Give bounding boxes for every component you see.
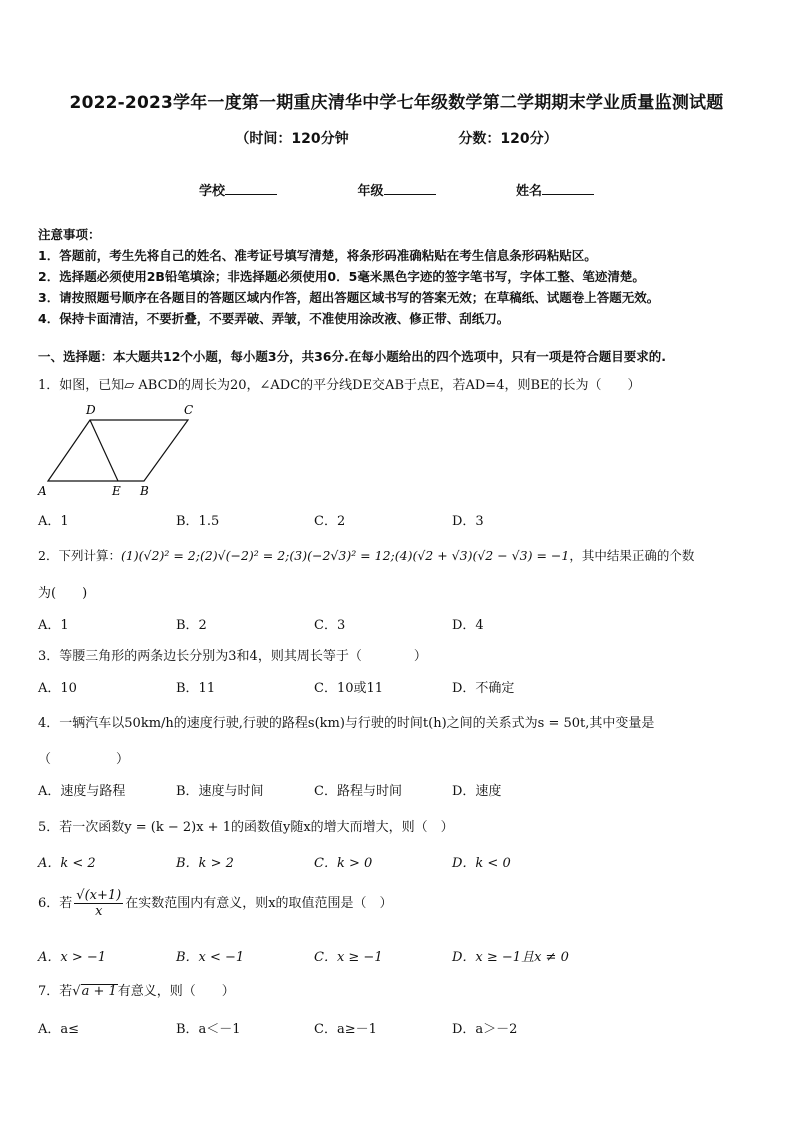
option-b[interactable]: B．a＜－1 — [176, 1022, 241, 1037]
option-a[interactable]: A．10 — [38, 681, 77, 696]
question-7-radical: a + 1 — [81, 984, 117, 999]
exam-title: 2022-2023学年一度第一期重庆清华中学七年级数学第二学期期末学业质量监测试题 — [69, 93, 724, 113]
option-b[interactable]: B．2 — [176, 618, 207, 633]
question-4-text-line2: （ ） — [38, 752, 130, 767]
notes-heading: 注意事项： — [38, 227, 101, 242]
question-7-text: 7．若√a + 1有意义，则（ ） — [38, 984, 235, 999]
option-b[interactable]: B．11 — [176, 681, 216, 696]
question-6-text: 6．若 $\frac{√(x+1)}{x}$ 在实数范围内有意义，则x的取值范围是（ ） — [38, 888, 393, 919]
option-d[interactable]: D．k < 0 — [452, 856, 511, 871]
option-a[interactable]: A．k < 2 — [38, 856, 96, 871]
option-d[interactable]: D．速度 — [452, 784, 502, 799]
label-d: D — [86, 403, 96, 417]
exam-notes — [38, 224, 758, 329]
grade-field: 年级 — [357, 180, 435, 199]
student-info-fields — [0, 180, 793, 199]
option-d[interactable]: D．4 — [452, 618, 484, 633]
option-b[interactable]: B．1.5 — [176, 514, 220, 529]
question-2-text-line2: 为( ) — [38, 586, 88, 601]
option-a[interactable]: A．速度与路程 — [38, 784, 126, 799]
option-c[interactable]: C．a≥－1 — [314, 1022, 377, 1037]
option-a[interactable]: A．a≤ — [38, 1022, 80, 1037]
option-a[interactable]: A．1 — [38, 514, 69, 529]
option-a[interactable]: A．x > −1 — [38, 950, 107, 965]
school-field: 学校 — [199, 180, 277, 199]
option-b[interactable]: B．k > 2 — [176, 856, 234, 871]
option-c[interactable]: C．3 — [314, 618, 346, 633]
question-1-text: 1．如图，已知▱ ABCD的周长为20，∠ADC的平分线DE交AB于点E，若AD=4，则BE的长为（ ） — [38, 378, 641, 393]
option-b[interactable]: B．x < −1 — [176, 950, 245, 965]
parallelogram-abcd — [48, 420, 188, 481]
option-a[interactable]: A．1 — [38, 618, 69, 633]
label-e: E — [112, 484, 121, 498]
grade-blank[interactable] — [384, 182, 436, 195]
label-b: B — [140, 484, 149, 498]
exam-meta — [0, 128, 793, 148]
note-item: 3．请按照题号顺序在各题目的答题区域内作答，超出答题区域书写的答案无效；在草稿纸、试题卷上答题无效。 — [38, 290, 660, 305]
question-5-text: 5．若一次函数y = (k − 2)x + 1的函数值y随x的增大而增大，则（ ） — [38, 820, 454, 835]
question-6-fraction: $\frac{√(x+1)}{x}$ — [76, 888, 122, 919]
question-4-text: 4．一辆汽车以50km/h的速度行驶,行驶的路程s(km)与行驶的时间t(h)之间的关系式为s = 50t,其中变量是 — [38, 716, 655, 731]
question-3-text: 3．等腰三角形的两条边长分别为3和4，则其周长等于（ ） — [38, 649, 427, 664]
note-item: 1．答题前，考生先将自己的姓名、准考证号填写清楚，将条形码准确粘贴在考生信息条形码粘贴区。 — [38, 248, 597, 263]
label-a: A — [38, 484, 47, 498]
school-blank[interactable] — [225, 182, 277, 195]
option-c[interactable]: C．10或11 — [314, 681, 384, 696]
question-2-expression: (1)(√2)² = 2;(2)√(−2)² = 2;(3)(−2√3)² = 12;(4)(√2 + √3)(√2 − √3) = −1 — [120, 548, 570, 563]
section-heading: 一、选择题：本大题共12个小题，每小题3分，共36分.在每小题给出的四个选项中，只有一项是符合题目要求的. — [38, 349, 666, 364]
total-score: 分数：120分） — [458, 131, 558, 147]
option-c[interactable]: C．路程与时间 — [314, 784, 402, 799]
option-c[interactable]: C．x ≥ −1 — [314, 950, 383, 965]
option-d[interactable]: D．a＞－2 — [452, 1022, 518, 1037]
bisector-de — [90, 420, 118, 481]
option-d[interactable]: D．不确定 — [452, 681, 515, 696]
label-c: C — [184, 403, 194, 417]
name-blank[interactable] — [542, 182, 594, 195]
time-limit: （时间：120分钟 — [235, 131, 349, 147]
option-c[interactable]: C．2 — [314, 514, 346, 529]
option-d[interactable]: D．3 — [452, 514, 484, 529]
note-item: 2．选择题必须使用2B铅笔填涂；非选择题必须使用0．5毫米黑色字迹的签字笔书写，字体工整、笔迹清楚。 — [38, 269, 645, 284]
option-b[interactable]: B．速度与时间 — [176, 784, 264, 799]
parallelogram-figure — [34, 400, 204, 500]
name-field: 姓名 — [516, 180, 594, 199]
option-c[interactable]: C．k > 0 — [314, 856, 373, 871]
question-2-text: 2．下列计算：(1)(√2)² = 2;(2)√(−2)² = 2;(3)(−2√3)² = 12;(4)(√2 + √3)(√2 − √3) = −1，其中结果正确的个数 — [38, 548, 695, 563]
option-d[interactable]: D．x ≥ −1且x ≠ 0 — [452, 950, 569, 965]
note-item: 4．保持卡面清洁，不要折叠，不要弄破、弄皱，不准使用涂改液、修正带、刮纸刀。 — [38, 311, 510, 326]
